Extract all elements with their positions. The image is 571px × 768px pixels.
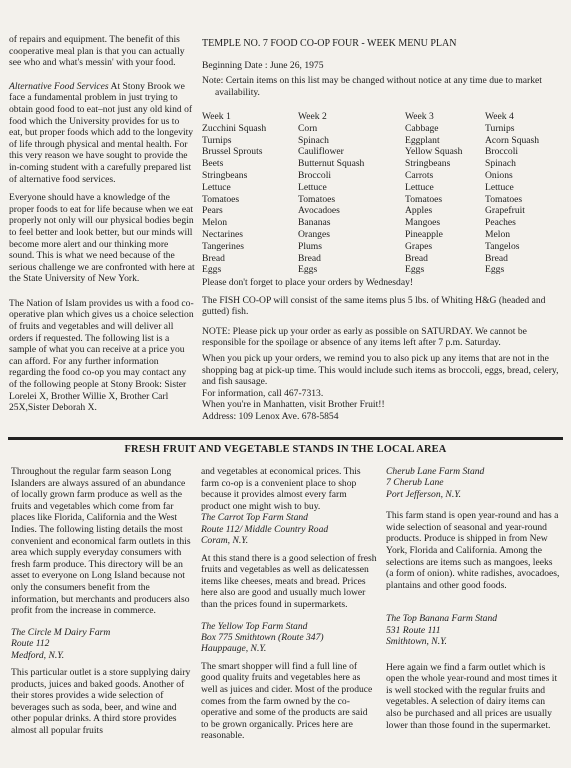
menu-item: Acorn Squash <box>485 134 540 146</box>
farm-town: Smithtown, N.Y. <box>386 636 447 648</box>
menu-item: Lettuce <box>485 181 514 193</box>
farm-road: Route 112 <box>11 638 50 650</box>
menu-item: Lettuce <box>298 181 327 193</box>
stands-column-2 <box>201 466 377 742</box>
menu-item: Onions <box>485 169 513 181</box>
menu-item: Lettuce <box>405 181 434 193</box>
menu-item: Apples <box>405 205 433 217</box>
menu-item: Grapefruit <box>485 205 525 217</box>
menu-item: Carrots <box>405 169 434 181</box>
farm-town: Port Jefferson, N.Y. <box>386 488 462 500</box>
yellow-top-address <box>201 621 377 655</box>
menu-title: TEMPLE NO. 7 FOOD CO-OP FOUR - WEEK MENU PLAN <box>202 38 457 49</box>
menu-item: Butternut Squash <box>298 158 365 170</box>
menu-item: Eggplant <box>405 134 440 146</box>
farm-town: Medford, N.Y. <box>11 649 65 661</box>
menu-item: Zucchini Squash <box>202 122 267 134</box>
farm-road: 7 Cherub Lane <box>386 477 444 489</box>
address: Address: 109 Lenox Ave. 678-5854 <box>202 410 339 422</box>
menu-item: Plums <box>298 240 322 252</box>
intro-paragraph: of repairs and equipment. The benefit of this cooperative meal plan is that you can actually see who and what's messin' with your food. <box>9 34 185 69</box>
pickup-note: NOTE: Please pick up your order as early as possible on SATURDAY. We cannot be responsible for the spoilage or absence of any items left after 7 p.m. Saturday. <box>202 325 527 349</box>
menu-header <box>202 38 564 98</box>
top-banana-address <box>386 613 562 647</box>
menu-item: Tomatoes <box>405 193 443 205</box>
menu-item: Bread <box>202 252 225 264</box>
week-4-column <box>485 111 539 276</box>
stands-column-1 <box>11 466 191 737</box>
nation-of-islam-paragraph: The Nation of Islam provides us with a food co-operative plan which gives us a choice selection of fruits and vegetables and will deliver all orders if requested. The following list is a sample of what you can receive at a price you can afford. For any further information regarding the food co-op you may contact any of the following people at Stony Brook: Sister Lorelei X, Brother Willie X, Brother Carl 25X,Sister Deborah X. <box>9 297 194 414</box>
week-label: Week 1 <box>202 111 231 122</box>
menu-item: Tangelos <box>485 240 520 252</box>
circle-m-description: This particular outlet is a store supplying dairy products, juices and baked goods. Another of their stores provides a wide selection of beverages such as soda, beer, and wine and other popular drinks. A third store provides almost all popular fruits <box>11 666 191 736</box>
menu-item: Lettuce <box>202 181 231 193</box>
carrot-top-description: At this stand there is a good selection of fresh fruits and vegetables as well as delicatessen items like cheeses, meats and bread. Prices here also are good and usually much lower than the prices found in supermarkets. <box>201 552 377 610</box>
fish-coop-note: The FISH CO-OP will consist of the same items plus 5 lbs. of Whiting H&G (headed and gutted) fish. <box>202 294 546 318</box>
menu-item: Bread <box>405 252 428 264</box>
menu-item: Turnips <box>202 134 232 146</box>
menu-item: Tomatoes <box>485 193 523 205</box>
menu-item: Mangoes <box>405 217 441 229</box>
pickup-reminder: When you pick up your orders, we remind you to also pick up any items that are not in the shopping bag at pick-up time. This would include such items as broccoli, eggs, bread, celery, and fish sausage. <box>202 352 559 388</box>
menu-item: Nectarines <box>202 228 244 240</box>
menu-item: Eggs <box>202 264 222 276</box>
menu-item: Grapes <box>405 240 433 252</box>
menu-item: Cauliflower <box>298 146 344 158</box>
menu-item: Oranges <box>298 228 330 240</box>
farm-name: The Top Banana Farm Stand <box>386 613 498 625</box>
farm-town: Coram, N.Y. <box>201 535 249 547</box>
stands-intro: Throughout the regular farm season Long Islanders are always assured of an abundance of locally grown farm produce as well as the fruits and vegetables which come from far places like Florida, California and the West Indies. The following listing details the most convenient and economical farm outlets in this area which supply everyday consumers with fresh farm produce. This directory will be an asset to everyone on Long Island because not only the consumers benefit from the information, but merchants and producers also profit from the increase in commerce. <box>11 466 191 617</box>
menu-item: Tomatoes <box>202 193 240 205</box>
afs-title: Alternative Food Services <box>9 80 109 92</box>
knowledge-paragraph: Everyone should have a knowledge of the proper foods to eat for life because when we eat properly not only will our physical bodies begin to feel better and look better, but our minds will become more alert and our thinking more sound. This is what we need because of the serious challenge we are confronted with here at the State University of New York. <box>9 192 195 285</box>
menu-item: Peaches <box>485 217 516 229</box>
stands-heading: FRESH FRUIT AND VEGETABLE STANDS IN THE LOCAL AREA <box>124 444 447 455</box>
menu-item: Eggs <box>405 264 425 276</box>
alternative-food-paragraph <box>9 81 195 185</box>
farm-road: Route 112/ Middle Country Road <box>201 523 329 535</box>
afs-body: At Stony Brook we face a fundamental problem in just trying to obtain good food to eat–not just any old kind of food which the University provides for us to eat, but proper foods which add to the longevity of life through physical and mental health. For this very reason we have sought to provide the in-coming student with a carefully prepared list of alternative food services. <box>9 80 194 185</box>
info-phone: For information, call 467-7313. <box>202 387 324 399</box>
cherub-lane-description: This farm stand is open year-round and has a wide selection of seasonal and year-round products. Produce is shipped in from New York, Florida and California. Among the selections are items such as mangoes, leeks (a form of onion). white radishes, avocadoes, plantains and other good foods. <box>386 510 560 591</box>
week-label: Week 2 <box>298 111 327 122</box>
menu-item: Yellow Squash <box>405 146 463 158</box>
menu-item: Broccoli <box>298 169 332 181</box>
menu-item: Eggs <box>298 264 318 276</box>
menu-item: Eggs <box>485 264 505 276</box>
menu-item: Brussel Sprouts <box>202 146 263 158</box>
circle-m-continued: and vegetables at economical prices. This farm co-op is a convenient place to shop because it provides almost every farm product one might wish to buy. <box>201 466 361 512</box>
farm-name: Cherub Lane Farm Stand <box>386 466 485 477</box>
yellow-top-description: The smart shopper will find a full line of good quality fruits and vegetables here as well as juices and cider. Most of the produce comes from the farm owned by the co-operative and some of the products are said to be grown organically. Prices here are reasonable. <box>201 660 373 742</box>
farm-name: The Circle M Dairy Farm <box>11 626 111 638</box>
order-reminder: Please don't forget to place your orders by Wednesday! <box>202 277 414 288</box>
farm-name: The Yellow Top Farm Stand <box>201 620 308 632</box>
beginning-date: Beginning Date : June 26, 1975 <box>202 59 324 71</box>
menu-item: Pineapple <box>405 228 443 240</box>
farm-road: 531 Route 111 <box>386 624 441 636</box>
menu-item: Bread <box>485 252 508 264</box>
menu-item: Pears <box>202 205 223 217</box>
top-banana-description: Here again we find a farm outlet which is open the whole year-round and most times it is well stocked with the regular fruits and vegetables. A selection of dairy items can also be purchased and all prices are usually lower than those found in the supermarket. <box>386 661 558 731</box>
menu-item: Spinach <box>485 158 516 170</box>
menu-item: Spinach <box>298 134 329 146</box>
brother-fruit: When you're in Manhatten, visit Brother Fruit!! <box>202 399 385 411</box>
week-3-column <box>405 111 462 276</box>
menu-item: Beets <box>202 158 224 170</box>
stands-column-3 <box>386 466 562 731</box>
week-label: Week 3 <box>405 111 434 122</box>
menu-item: Cabbage <box>405 122 439 134</box>
menu-item: Broccoli <box>485 146 519 158</box>
carrot-top-address <box>201 512 377 546</box>
section-divider <box>8 437 563 440</box>
menu-item: Corn <box>298 122 318 134</box>
week-2-column <box>298 111 364 276</box>
circle-m-address <box>11 627 191 661</box>
menu-note: Note: Certain items on this list may be changed without notice at any time due to market availability. <box>202 75 542 98</box>
menu-item: Bread <box>298 252 321 264</box>
menu-notes <box>202 277 564 423</box>
menu-item: Melon <box>202 217 228 229</box>
farm-name: The Carrot Top Farm Stand <box>201 512 308 524</box>
menu-item: Bananas <box>298 217 331 229</box>
farm-town: Hauppauge, N.Y. <box>201 643 267 655</box>
menu-item: Tomatoes <box>298 193 336 205</box>
farm-road: Box 775 Smithtown (Route 347) <box>201 631 324 643</box>
cherub-lane-address <box>386 466 562 500</box>
menu-item: Stringbeans <box>405 158 451 170</box>
left-column <box>9 34 195 414</box>
menu-item: Stringbeans <box>202 169 248 181</box>
menu-item: Turnips <box>485 122 515 134</box>
menu-item: Melon <box>485 228 511 240</box>
week-label: Week 4 <box>485 111 514 122</box>
menu-item: Tangerines <box>202 240 244 252</box>
menu-item: Avocadoes <box>298 205 340 217</box>
week-1-column <box>202 111 266 276</box>
